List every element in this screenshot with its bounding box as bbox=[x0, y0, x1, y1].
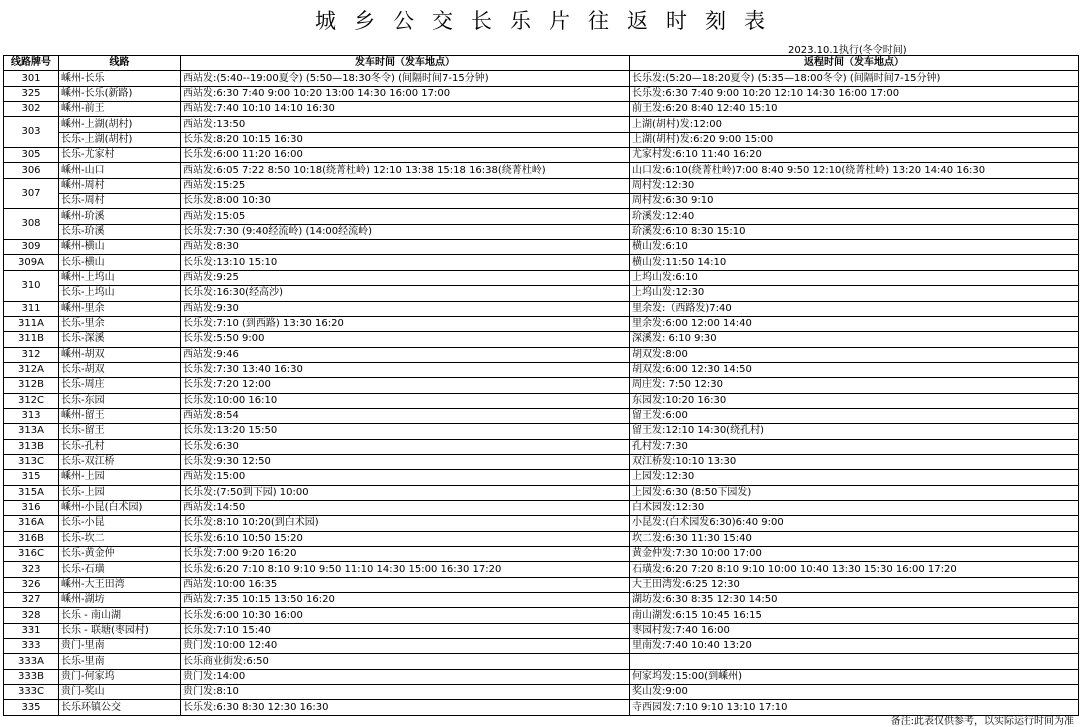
route-number-cell: 325 bbox=[4, 86, 59, 101]
departure-time-cell: 长乐发:7:00 9:20 16:20 bbox=[181, 547, 630, 562]
departure-time-cell: 长乐发:13:10 15:10 bbox=[181, 255, 630, 270]
return-time-cell: 双江桥发:10:10 13:30 bbox=[630, 454, 1079, 469]
route-number-cell: 327 bbox=[4, 593, 59, 608]
page-title-wrap bbox=[0, 2, 1080, 38]
return-time-cell: 周庄发: 7:50 12:30 bbox=[630, 378, 1079, 393]
return-time-cell: 白术园发:12:30 bbox=[630, 500, 1079, 515]
route-number-cell: 333A bbox=[4, 654, 59, 669]
departure-time-cell: 长乐发:6:10 10:50 15:20 bbox=[181, 531, 630, 546]
departure-time-cell: 长乐发:10:00 16:10 bbox=[181, 393, 630, 408]
table-row bbox=[4, 209, 1079, 224]
table-row bbox=[4, 301, 1079, 316]
route-name-cell: 长乐-上湖(胡村) bbox=[59, 132, 181, 147]
departure-time-cell: 西站发:6:30 7:40 9:00 10:20 13:00 14:30 16:00 17:00 bbox=[181, 86, 630, 101]
departure-time-cell: 长乐发:8:00 10:30 bbox=[181, 194, 630, 209]
route-number-cell: 316 bbox=[4, 500, 59, 515]
table-row bbox=[4, 194, 1079, 209]
return-time-cell: 上坞山发:6:10 bbox=[630, 270, 1079, 285]
departure-time-cell: 西站发:13:50 bbox=[181, 117, 630, 132]
departure-time-cell: 长乐发:7:10 15:40 bbox=[181, 623, 630, 638]
table-row bbox=[4, 485, 1079, 500]
route-name-cell: 长乐 - 联塘(枣园村) bbox=[59, 623, 181, 638]
table-row bbox=[4, 593, 1079, 608]
table-row bbox=[4, 224, 1079, 239]
route-name-cell: 长乐-尤家村 bbox=[59, 148, 181, 163]
departure-time-cell: 西站发:7:40 10:10 14:10 16:30 bbox=[181, 102, 630, 117]
return-time-cell: 东园发:10:20 16:30 bbox=[630, 393, 1079, 408]
route-number-cell: 311B bbox=[4, 332, 59, 347]
departure-time-cell: 西站发:15:00 bbox=[181, 470, 630, 485]
departure-time-cell: 贵门发:8:10 bbox=[181, 685, 630, 700]
departure-time-cell: 贵门发:14:00 bbox=[181, 669, 630, 684]
table-row bbox=[4, 439, 1079, 454]
route-name-cell: 嵊州-前王 bbox=[59, 102, 181, 117]
table-row bbox=[4, 424, 1079, 439]
return-time-cell: 留王发:6:00 bbox=[630, 408, 1079, 423]
departure-time-cell: 长乐发:7:10 (到西路) 13:30 16:20 bbox=[181, 316, 630, 331]
effective-date-note: 2023.10.1执行(冬令时间) bbox=[788, 45, 907, 56]
departure-time-cell: 西站发:15:05 bbox=[181, 209, 630, 224]
departure-time-cell: 贵门发:10:00 12:40 bbox=[181, 639, 630, 654]
table-row bbox=[4, 178, 1079, 193]
departure-time-cell: 西站发:9:30 bbox=[181, 301, 630, 316]
table-row bbox=[4, 654, 1079, 669]
table-row bbox=[4, 516, 1079, 531]
return-time-cell: 上湖(胡村)发:6:20 9:00 15:00 bbox=[630, 132, 1079, 147]
return-time-cell: 何家坞发:15:00(到嵊州) bbox=[630, 669, 1079, 684]
route-name-cell: 长乐-周村 bbox=[59, 194, 181, 209]
return-time-cell: 上园发:6:30 (8:50下园发) bbox=[630, 485, 1079, 500]
return-time-cell: 胡双发:6:00 12:30 14:50 bbox=[630, 362, 1079, 377]
route-number-cell: 333B bbox=[4, 669, 59, 684]
return-time-cell: 周村发:12:30 bbox=[630, 178, 1079, 193]
route-name-cell: 长乐-石璜 bbox=[59, 562, 181, 577]
return-time-cell: 深溪发: 6:10 9:30 bbox=[630, 332, 1079, 347]
return-time-cell: 小昆发:(白术园发6:30)6:40 9:00 bbox=[630, 516, 1079, 531]
route-number-cell: 313B bbox=[4, 439, 59, 454]
route-name-cell: 长乐环镇公交 bbox=[59, 700, 181, 715]
return-time-cell: 横山发:11:50 14:10 bbox=[630, 255, 1079, 270]
departure-time-cell: 长乐发:(7:50到下园) 10:00 bbox=[181, 485, 630, 500]
route-name-cell: 长乐-上坞山 bbox=[59, 286, 181, 301]
route-name-cell: 长乐-周庄 bbox=[59, 378, 181, 393]
departure-time-cell: 西站发:14:50 bbox=[181, 500, 630, 515]
footer-note: 备注:此表仅供参考，以实际运行时间为准 bbox=[890, 716, 1074, 727]
route-name-cell: 嵊州-玠溪 bbox=[59, 209, 181, 224]
route-name-cell: 嵊州-山口 bbox=[59, 163, 181, 178]
departure-time-cell: 西站发:10:00 16:35 bbox=[181, 577, 630, 592]
route-number-cell: 312 bbox=[4, 347, 59, 362]
return-time-cell: 留王发:12:10 14:30(绕孔村) bbox=[630, 424, 1079, 439]
route-name-cell: 长乐-坎二 bbox=[59, 531, 181, 546]
timetable bbox=[3, 55, 1079, 716]
table-row bbox=[4, 500, 1079, 515]
table-row bbox=[4, 102, 1079, 117]
return-time-cell: 周村发:6:30 9:10 bbox=[630, 194, 1079, 209]
table-row bbox=[4, 71, 1079, 86]
route-name-cell: 长乐-横山 bbox=[59, 255, 181, 270]
route-name-cell: 嵊州-长乐(新路) bbox=[59, 86, 181, 101]
table-row bbox=[4, 639, 1079, 654]
return-time-cell: 山口发:6:10(绕菁杜岭)7:00 8:40 9:50 12:10(绕菁杜岭) 13:20 14:40 16:30 bbox=[630, 163, 1079, 178]
route-name-cell: 长乐-深溪 bbox=[59, 332, 181, 347]
departure-time-cell: 长乐发:7:20 12:00 bbox=[181, 378, 630, 393]
route-number-cell: 312B bbox=[4, 378, 59, 393]
route-name-cell: 长乐-胡双 bbox=[59, 362, 181, 377]
return-time-cell: 坎二发:6:30 11:30 15:40 bbox=[630, 531, 1079, 546]
return-time-cell: 孔村发:7:30 bbox=[630, 439, 1079, 454]
route-number-cell: 311 bbox=[4, 301, 59, 316]
route-name-cell: 嵊州-湖坊 bbox=[59, 593, 181, 608]
departure-time-cell: 西站发:(5:40--19:00夏令) (5:50—18:30冬令) (间隔时间7-15分钟) bbox=[181, 71, 630, 86]
return-time-cell: 里余发:（西路发)7:40 bbox=[630, 301, 1079, 316]
route-name-cell: 长乐-留王 bbox=[59, 424, 181, 439]
departure-time-cell: 长乐发:16:30(经高沙) bbox=[181, 286, 630, 301]
table-row bbox=[4, 286, 1079, 301]
route-name-cell: 长乐-里南 bbox=[59, 654, 181, 669]
table-row bbox=[4, 163, 1079, 178]
return-time-cell: 枣园村发:7:40 16:00 bbox=[630, 623, 1079, 638]
return-time-cell: 里南发:7:40 10:40 13:20 bbox=[630, 639, 1079, 654]
route-number-cell: 313C bbox=[4, 454, 59, 469]
route-number-cell: 326 bbox=[4, 577, 59, 592]
route-name-cell: 嵊州-胡双 bbox=[59, 347, 181, 362]
return-time-cell: 上园发:12:30 bbox=[630, 470, 1079, 485]
route-number-cell: 308 bbox=[4, 209, 59, 240]
route-number-cell: 333C bbox=[4, 685, 59, 700]
route-name-cell: 嵊州-留王 bbox=[59, 408, 181, 423]
route-name-cell: 嵊州-小昆(白术园) bbox=[59, 500, 181, 515]
departure-time-cell: 西站发:8:30 bbox=[181, 240, 630, 255]
route-name-cell: 长乐-东园 bbox=[59, 393, 181, 408]
return-time-cell: 长乐发:6:30 7:40 9:00 10:20 12:10 14:30 16:00 17:00 bbox=[630, 86, 1079, 101]
route-name-cell: 嵊州-上湖(胡村) bbox=[59, 117, 181, 132]
route-number-cell: 315 bbox=[4, 470, 59, 485]
departure-time-cell: 长乐发:5:50 9:00 bbox=[181, 332, 630, 347]
route-name-cell: 贵门-奖山 bbox=[59, 685, 181, 700]
table-row bbox=[4, 408, 1079, 423]
return-time-cell: 玠溪发:6:10 8:30 15:10 bbox=[630, 224, 1079, 239]
table-row bbox=[4, 623, 1079, 638]
route-name-cell: 嵊州-大王田湾 bbox=[59, 577, 181, 592]
return-time-cell: 南山湖发:6:15 10:45 16:15 bbox=[630, 608, 1079, 623]
return-time-cell: 长乐发:(5:20—18:20夏令) (5:35—18:00冬令) (间隔时间7-15分钟) bbox=[630, 71, 1079, 86]
table-row bbox=[4, 117, 1079, 132]
table-row bbox=[4, 562, 1079, 577]
route-name-cell: 贵门-何家坞 bbox=[59, 669, 181, 684]
departure-time-cell: 长乐发:6:00 11:20 16:00 bbox=[181, 148, 630, 163]
departure-time-cell: 长乐商业街发:6:50 bbox=[181, 654, 630, 669]
route-name-cell: 长乐-里余 bbox=[59, 316, 181, 331]
header-route: 线路 bbox=[59, 56, 181, 71]
route-number-cell: 316C bbox=[4, 547, 59, 562]
timetable-body bbox=[4, 71, 1079, 715]
departure-time-cell: 西站发:7:35 10:15 13:50 16:20 bbox=[181, 593, 630, 608]
header-departure-time: 发车时间（发车地点） bbox=[181, 56, 630, 71]
route-number-cell: 302 bbox=[4, 102, 59, 117]
table-row bbox=[4, 393, 1079, 408]
route-number-cell: 313A bbox=[4, 424, 59, 439]
return-time-cell bbox=[630, 654, 1079, 669]
departure-time-cell: 长乐发:7:30 13:40 16:30 bbox=[181, 362, 630, 377]
departure-time-cell: 长乐发:6:20 7:10 8:10 9:10 9:50 11:10 14:30 15:00 16:30 17:20 bbox=[181, 562, 630, 577]
route-number-cell: 303 bbox=[4, 117, 59, 148]
table-row bbox=[4, 148, 1079, 163]
return-time-cell: 横山发:6:10 bbox=[630, 240, 1079, 255]
table-row bbox=[4, 270, 1079, 285]
route-number-cell: 316B bbox=[4, 531, 59, 546]
route-name-cell: 长乐-玠溪 bbox=[59, 224, 181, 239]
table-header-row bbox=[4, 56, 1079, 71]
return-time-cell: 上湖(胡村)发:12:00 bbox=[630, 117, 1079, 132]
route-name-cell: 嵊州-周村 bbox=[59, 178, 181, 193]
route-number-cell: 315A bbox=[4, 485, 59, 500]
table-row bbox=[4, 86, 1079, 101]
departure-time-cell: 西站发:8:54 bbox=[181, 408, 630, 423]
departure-time-cell: 长乐发:8:10 10:20(到白术园) bbox=[181, 516, 630, 531]
route-number-cell: 333 bbox=[4, 639, 59, 654]
return-time-cell: 石璜发:6:20 7:20 8:10 9:10 10:00 10:40 13:30 15:30 16:00 17:20 bbox=[630, 562, 1079, 577]
departure-time-cell: 长乐发:13:20 15:50 bbox=[181, 424, 630, 439]
route-number-cell: 312A bbox=[4, 362, 59, 377]
departure-time-cell: 长乐发:6:00 10:30 16:00 bbox=[181, 608, 630, 623]
route-number-cell: 307 bbox=[4, 178, 59, 209]
return-time-cell: 尤家村发:6:10 11:40 16:20 bbox=[630, 148, 1079, 163]
return-time-cell: 胡双发:8:00 bbox=[630, 347, 1079, 362]
return-time-cell: 大王田湾发:6:25 12:30 bbox=[630, 577, 1079, 592]
departure-time-cell: 长乐发:8:20 10:15 16:30 bbox=[181, 132, 630, 147]
return-time-cell: 前王发:6:20 8:40 12:40 15:10 bbox=[630, 102, 1079, 117]
table-row bbox=[4, 240, 1079, 255]
return-time-cell: 奖山发:9:00 bbox=[630, 685, 1079, 700]
table-row bbox=[4, 362, 1079, 377]
route-number-cell: 316A bbox=[4, 516, 59, 531]
departure-time-cell: 西站发:9:46 bbox=[181, 347, 630, 362]
departure-time-cell: 长乐发:7:30 (9:40经流岭) (14:00经流岭) bbox=[181, 224, 630, 239]
table-row bbox=[4, 577, 1079, 592]
route-number-cell: 328 bbox=[4, 608, 59, 623]
route-name-cell: 长乐-小昆 bbox=[59, 516, 181, 531]
table-row bbox=[4, 378, 1079, 393]
route-name-cell: 贵门-里南 bbox=[59, 639, 181, 654]
table-row bbox=[4, 547, 1079, 562]
return-time-cell: 上坞山发:12:30 bbox=[630, 286, 1079, 301]
departure-time-cell: 西站发:9:25 bbox=[181, 270, 630, 285]
route-name-cell: 长乐-孔村 bbox=[59, 439, 181, 454]
route-number-cell: 312C bbox=[4, 393, 59, 408]
route-name-cell: 嵊州-长乐 bbox=[59, 71, 181, 86]
route-number-cell: 311A bbox=[4, 316, 59, 331]
table-row bbox=[4, 332, 1079, 347]
table-row bbox=[4, 316, 1079, 331]
page-title: 城乡公交长乐片往返时刻表 bbox=[315, 9, 783, 33]
return-time-cell: 玠溪发:12:40 bbox=[630, 209, 1079, 224]
route-number-cell: 310 bbox=[4, 270, 59, 301]
route-name-cell: 嵊州-上园 bbox=[59, 470, 181, 485]
table-row bbox=[4, 347, 1079, 362]
table-row bbox=[4, 454, 1079, 469]
table-row bbox=[4, 132, 1079, 147]
route-name-cell: 长乐-双江桥 bbox=[59, 454, 181, 469]
return-time-cell: 寺西园发:7:10 9:10 13:10 17:10 bbox=[630, 700, 1079, 715]
return-time-cell: 黄金仲发:7:30 10:00 17:00 bbox=[630, 547, 1079, 562]
route-name-cell: 长乐 - 南山湖 bbox=[59, 608, 181, 623]
return-time-cell: 里余发:6:00 12:00 14:40 bbox=[630, 316, 1079, 331]
route-number-cell: 309A bbox=[4, 255, 59, 270]
route-name-cell: 长乐-上园 bbox=[59, 485, 181, 500]
route-name-cell: 长乐-黄金仲 bbox=[59, 547, 181, 562]
header-route-number: 线路牌号 bbox=[4, 56, 59, 71]
table-row bbox=[4, 608, 1079, 623]
departure-time-cell: 长乐发:6:30 8:30 12:30 16:30 bbox=[181, 700, 630, 715]
table-row bbox=[4, 669, 1079, 684]
route-name-cell: 嵊州-里余 bbox=[59, 301, 181, 316]
table-row bbox=[4, 255, 1079, 270]
route-number-cell: 301 bbox=[4, 71, 59, 86]
route-number-cell: 313 bbox=[4, 408, 59, 423]
departure-time-cell: 西站发:6:05 7:22 8:50 10:18(绕菁杜岭) 12:10 13:38 15:18 16:38(绕菁杜岭) bbox=[181, 163, 630, 178]
table-row bbox=[4, 685, 1079, 700]
route-name-cell: 嵊州-上坞山 bbox=[59, 270, 181, 285]
route-number-cell: 335 bbox=[4, 700, 59, 715]
route-number-cell: 309 bbox=[4, 240, 59, 255]
route-number-cell: 331 bbox=[4, 623, 59, 638]
route-number-cell: 306 bbox=[4, 163, 59, 178]
departure-time-cell: 长乐发:9:30 12:50 bbox=[181, 454, 630, 469]
header-return-time: 返程时间（发车地点） bbox=[630, 56, 1079, 71]
route-name-cell: 嵊州-横山 bbox=[59, 240, 181, 255]
departure-time-cell: 西站发:15:25 bbox=[181, 178, 630, 193]
departure-time-cell: 长乐发:6:30 bbox=[181, 439, 630, 454]
route-number-cell: 323 bbox=[4, 562, 59, 577]
return-time-cell: 湖坊发:6:30 8:35 12:30 14:50 bbox=[630, 593, 1079, 608]
route-number-cell: 305 bbox=[4, 148, 59, 163]
table-row bbox=[4, 531, 1079, 546]
table-row bbox=[4, 470, 1079, 485]
